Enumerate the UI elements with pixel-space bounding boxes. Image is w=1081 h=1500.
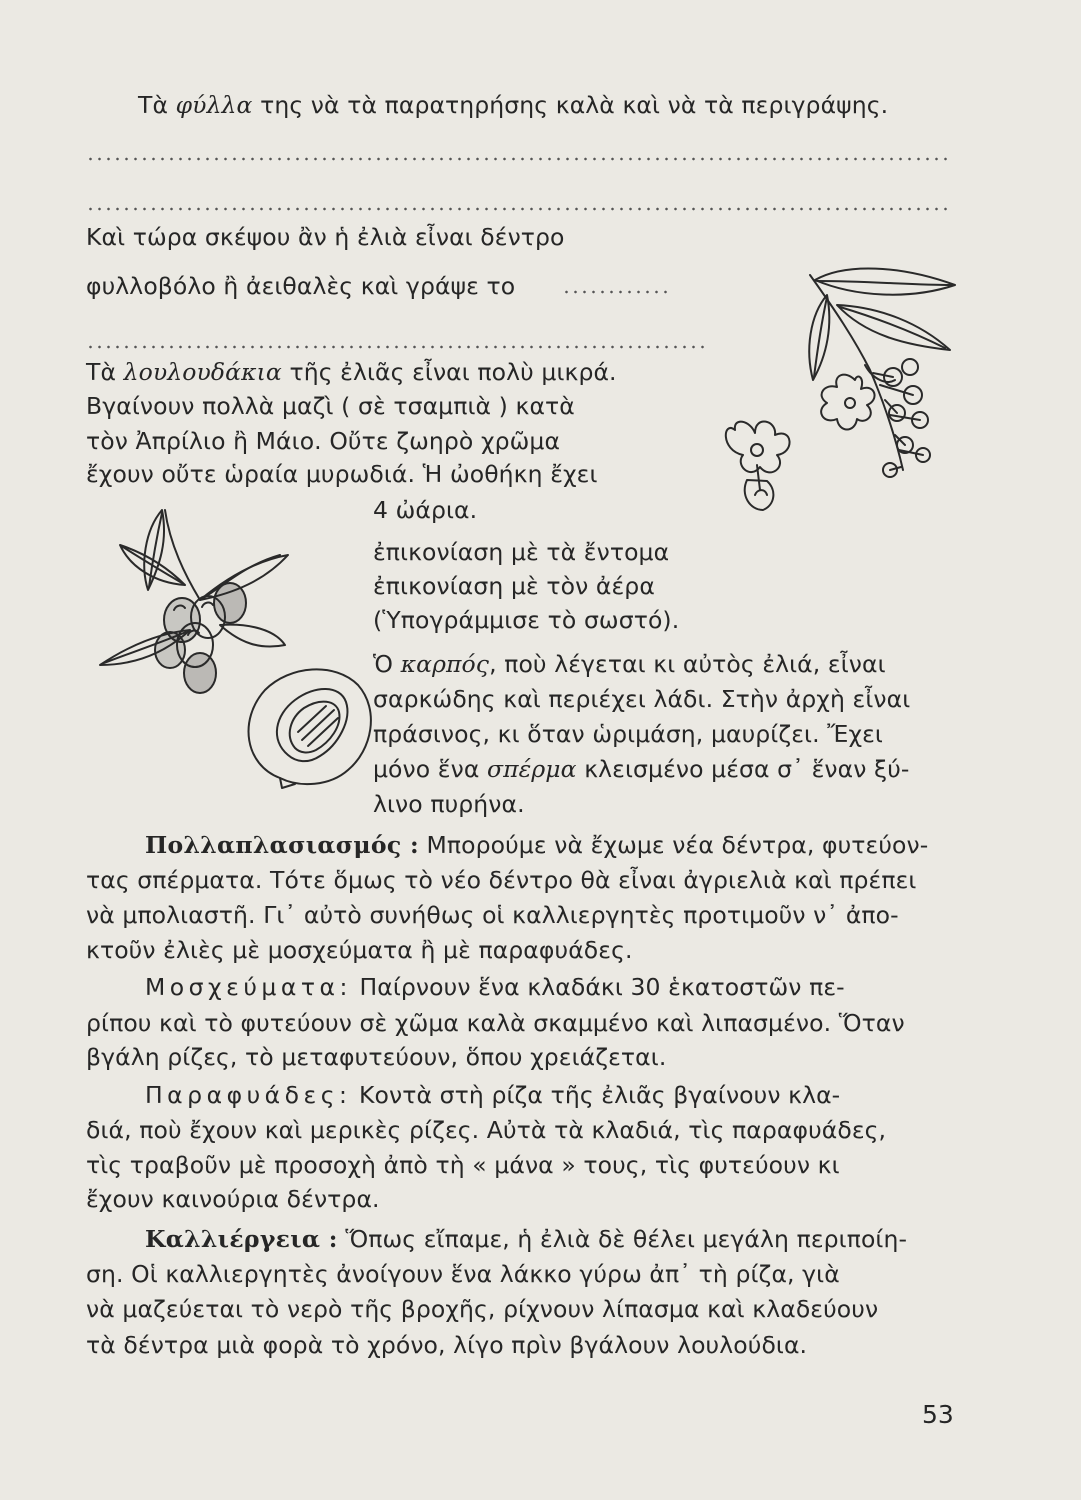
page-number: 53: [922, 1400, 954, 1429]
underline-instruction: (Ὑπογράμμισε τὸ σωστό).: [373, 606, 680, 634]
flowers-line: τὸν Ἀπρίλιο ἢ Μάιο. Οὔτε ζωηρὸ χρῶμα: [86, 427, 561, 455]
text-fragment: Ὅπως εἴπαμε, ἡ ἐλιὰ δὲ θέλει μεγάλη περιποίη-: [345, 1225, 908, 1253]
cultivation-line: νὰ μαζεύεται τὸ νερὸ τῆς βροχῆς, ρίχνουν λίπασμα καὶ κλαδεύουν: [86, 1295, 879, 1323]
fruit-line: σαρκώδης καὶ περιέχει λάδι. Στὴν ἀρχὴ εἶναι: [373, 685, 911, 713]
answer-inline[interactable]: [562, 290, 672, 294]
flowers-line: Βγαίνουν πολλὰ μαζὶ ( σὲ τσαμπιὰ ) κατὰ: [86, 392, 575, 420]
leaves-prompt: [138, 90, 888, 120]
text-fragment: κλεισμένο μέσα σ᾽ ἕναν ξύ-: [576, 755, 910, 783]
text-fragment: Ὁ: [373, 650, 401, 678]
flowers-line: ἔχουν οὔτε ὡραία μυρωδιά. Ἡ ὠοθήκη ἔχει: [86, 460, 598, 488]
question-line: Καὶ τώρα σκέψου ἂν ἡ ἐλιὰ εἶναι δέντρο: [86, 223, 565, 251]
answer-line[interactable]: [86, 345, 706, 349]
term-flowers: λουλουδάκια: [123, 358, 282, 386]
text-fragment: Μπορούμε νὰ ἔχωμε νέα δέντρα, φυτεύον-: [426, 831, 929, 859]
propagation-line: νὰ μπολιαστῆ. Γι᾽ αὐτὸ συνήθως οἱ καλλιεργητὲς προτιμοῦν ν᾽ ἀπο-: [86, 901, 899, 929]
text-fragment: Παίρνουν ἕνα κλαδάκι 30 ἑκατοστῶν πε-: [359, 973, 845, 1001]
flowers-line: 4 ὠάρια.: [373, 496, 478, 524]
text-fragment: Τὰ: [86, 358, 124, 386]
cuttings-heading: Μοσχεύματα:: [145, 973, 352, 1001]
term-leaves: φύλλα: [175, 91, 253, 119]
suckers-heading: Παραφυάδες:: [145, 1081, 352, 1109]
fruit-line: λινο πυρήνα.: [373, 790, 525, 818]
propagation-heading: Πολλαπλασιασμός :: [145, 831, 419, 859]
text-fragment: μόνο ἕνα: [373, 755, 487, 783]
pollination-option-wind[interactable]: ἐπικονίαση μὲ τὸν ἀέρα: [373, 572, 655, 600]
fruit-line: [373, 649, 886, 679]
suckers-line: τὶς τραβοῦν μὲ προσοχὴ ἀπὸ τὴ « μάνα » τους, τὶς φυτεύουν κι: [86, 1151, 840, 1179]
text-fragment: τῆς ἐλιᾶς εἶναι πολὺ μικρά.: [281, 358, 617, 386]
fruit-line: πράσινος, κι ὅταν ὡριμάση, μαυρίζει. Ἔχει: [373, 720, 883, 748]
answer-line[interactable]: [86, 157, 951, 161]
suckers-line: διά, ποὺ ἔχουν καὶ μερικὲς ρίζες. Αὐτὰ τὰ κλαδιά, τὶς παραφυάδες,: [86, 1116, 887, 1144]
suckers-line: ἔχουν καινούρια δέντρα.: [86, 1185, 380, 1213]
question-line: φυλλοβόλο ἢ ἀειθαλὲς καὶ γράψε το: [86, 272, 516, 300]
answer-line[interactable]: [86, 207, 951, 211]
text-fragment: , ποὺ λέγεται κι αὐτὸς ἐλιά, εἶναι: [489, 650, 886, 678]
propagation-line: κτοῦν ἐλιὲς μὲ μοσχεύματα ἢ μὲ παραφυάδες.: [86, 936, 633, 964]
olive-cross-section-illustration: [240, 660, 380, 795]
cultivation-heading: Καλλιέργεια :: [145, 1225, 338, 1253]
term-seed: σπέρμα: [487, 755, 577, 783]
text-fragment: Τὰ: [138, 91, 176, 119]
cuttings-line: [145, 972, 845, 1002]
cultivation-line: τὰ δέντρα μιὰ φορὰ τὸ χρόνο, λίγο πρὶν βγάλουν λουλούδια.: [86, 1331, 808, 1359]
fruit-line: [373, 754, 909, 784]
pollination-option-insects[interactable]: ἐπικονίαση μὲ τὰ ἔντομα: [373, 538, 670, 566]
cultivation-line: [145, 1224, 907, 1254]
flowers-line: [86, 357, 617, 387]
olive-flower-branch-illustration: [715, 255, 965, 525]
cuttings-line: ρίπου καὶ τὸ φυτεύουν σὲ χῶμα καλὰ σκαμμένο καὶ λιπασμένο. Ὅταν: [86, 1009, 905, 1037]
text-fragment: της νὰ τὰ παρατηρήσης καλὰ καὶ νὰ τὰ περιγράψης.: [252, 91, 889, 119]
suckers-line: [145, 1080, 840, 1110]
term-fruit: καρπός: [400, 650, 490, 678]
propagation-line: [145, 830, 928, 860]
propagation-line: τας σπέρματα. Τότε ὅμως τὸ νέο δέντρο θὰ εἶναι ἀγριελιὰ καὶ πρέπει: [86, 866, 917, 894]
cuttings-line: βγάλη ρίζες, τὸ μεταφυτεύουν, ὅπου χρειάζεται.: [86, 1043, 667, 1071]
cultivation-line: ση. Οἱ καλλιεργητὲς ἀνοίγουν ἕνα λάκκο γύρω ἀπ᾽ τὴ ρίζα, γιὰ: [86, 1260, 840, 1288]
text-fragment: Κοντὰ στὴ ρίζα τῆς ἐλιᾶς βγαίνουν κλα-: [359, 1081, 841, 1109]
